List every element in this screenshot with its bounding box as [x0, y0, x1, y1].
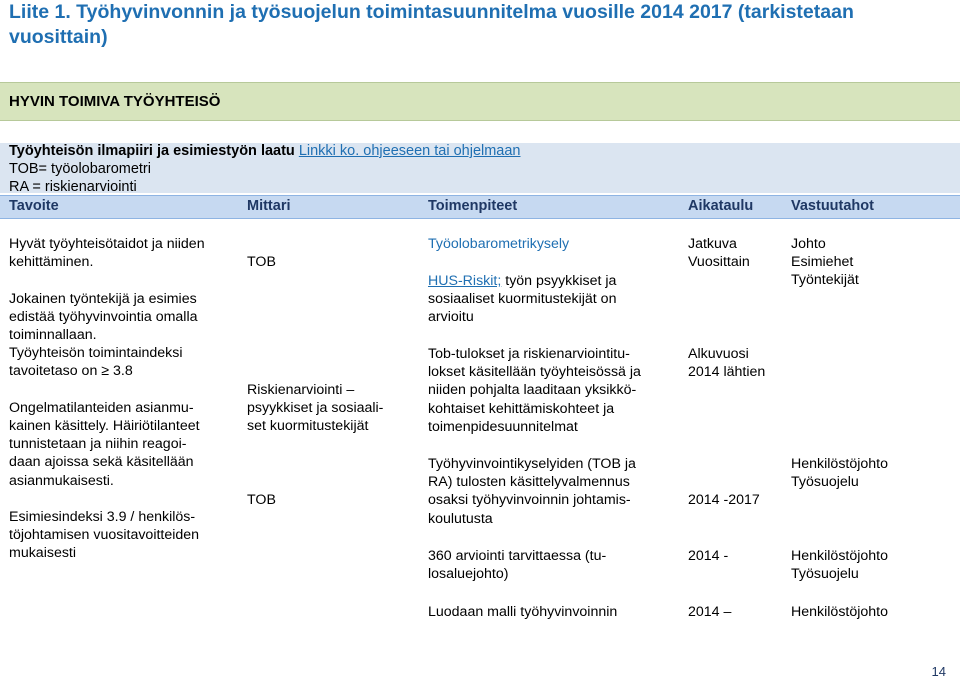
action-line: toimenpidesuunnitelmat — [428, 418, 578, 435]
goal-line: mukaisesti — [9, 545, 77, 562]
metric-line: Riskienarviointi – — [247, 382, 355, 398]
table-header — [0, 195, 960, 219]
hus-riskit-link[interactable]: HUS-Riskit; — [428, 273, 502, 289]
action-text: työn psyykkiset ja — [501, 273, 617, 289]
schedule-2014-onward: 2014 - — [688, 548, 729, 564]
goal-line: Jokainen työntekijä ja esimies — [9, 290, 197, 307]
metric-tob-2: TOB — [247, 492, 276, 508]
responsible-line: Henkilöstöjohto — [791, 456, 889, 472]
action-line: RA) tulosten käsittelyvalmennus — [428, 474, 630, 491]
title-line-1: Liite 1. Työhyvinvonnin ja työsuojelun toimintasuunnitelma vuosille 2014 2017 (tarkistetaan — [9, 1, 854, 23]
action-line: kohtaiset kehittämiskohteet ja — [428, 400, 615, 417]
tob-results-block — [428, 345, 678, 436]
goal-line — [9, 381, 237, 399]
hus-risk-block — [428, 272, 678, 327]
responsible-line: Henkilöstöjohto — [791, 548, 889, 564]
header-tavoite: Tavoite — [9, 198, 59, 214]
goal-line: töjohtamisen vuositavoitteiden — [9, 527, 200, 544]
responsible-hr: Henkilöstöjohto — [791, 604, 889, 620]
survey-training-block — [428, 455, 678, 528]
goal-line: tavoitetaso on ≥ 3.8 — [9, 363, 133, 380]
header-toimenpiteet: Toimenpiteet — [428, 198, 518, 214]
responsible-hr-safety-1 — [791, 455, 888, 491]
action-line: Työhyvinvointikyselyiden (TOB ja — [428, 456, 636, 472]
header-aikataulu: Aikataulu — [688, 198, 754, 214]
action-line: lokset käsitellään työyhteisössä ja — [428, 364, 641, 381]
goal-column — [9, 235, 237, 563]
evaluation-360-block — [428, 547, 678, 583]
goal-line: edistää työhyvinvointia omalla — [9, 308, 198, 325]
goal-line: daan ajoissa sekä käsitellään — [9, 454, 194, 471]
goal-line: asianmukaisesti. — [9, 472, 114, 489]
responsible-management — [791, 235, 859, 290]
schedule-line: Alkuvuosi — [688, 346, 749, 362]
action-line: koulutusta — [428, 510, 493, 527]
goal-line: Hyvät työyhteisötaidot ja niiden — [9, 236, 205, 252]
header-mittari: Mittari — [247, 198, 291, 214]
schedule-early-year — [688, 345, 765, 381]
schedule-2014-dash: 2014 – — [688, 604, 732, 620]
metric-line: set kuormitustekijät — [247, 418, 369, 435]
page-number: 14 — [931, 664, 946, 679]
action-line — [428, 272, 678, 290]
schedule-continuous — [688, 235, 750, 271]
responsible-line: Esimiehet — [791, 254, 854, 271]
survey-link[interactable]: Työolobarometrikysely — [428, 236, 570, 252]
action-line: 360 arviointi tarvittaessa (tu- — [428, 548, 607, 564]
action-line: losaluejohto) — [428, 566, 509, 583]
header-vastuutahot: Vastuutahot — [791, 198, 874, 214]
model-block: Luodaan malli työhyvinvoinnin — [428, 604, 618, 620]
goal-line: tunnistetaan ja niihin reagoi- — [9, 436, 187, 453]
section-title: HYVIN TOIMIVA TYÖYHTEISÖ — [9, 93, 221, 110]
schedule-2014-2017: 2014 -2017 — [688, 492, 760, 508]
info-box — [0, 143, 960, 193]
schedule-line: Vuosittain — [688, 254, 750, 271]
action-line: sosiaaliset kuormitustekijät on — [428, 291, 617, 308]
metric-line: psyykkiset ja sosiaali- — [247, 400, 384, 417]
responsible-line: Työsuojelu — [791, 566, 859, 583]
info-line-3: RA = riskienarviointi — [9, 179, 137, 195]
goal-line: kainen käsittely. Häiriötilanteet — [9, 418, 200, 435]
goal-line: Työyhteisön toimintaindeksi — [9, 345, 183, 362]
responsible-line: Työntekijät — [791, 272, 859, 289]
metric-risk-assessment — [247, 381, 412, 436]
responsible-hr-safety-2 — [791, 547, 888, 583]
schedule-line: Jatkuva — [688, 236, 737, 252]
action-line: osaksi työhyvinvoinnin johtamis- — [428, 492, 631, 509]
responsible-line: Työsuojelu — [791, 474, 859, 491]
goal-line: Ongelmatilanteiden asianmu- — [9, 399, 194, 416]
goal-line: Esimiesindeksi 3.9 / henkilös- — [9, 509, 196, 526]
metric-tob-1: TOB — [247, 254, 276, 270]
document-title — [9, 0, 949, 50]
action-line: niiden pohjalta laaditaan yksikkö- — [428, 382, 637, 399]
goal-line — [9, 490, 237, 508]
goal-line: kehittäminen. — [9, 254, 94, 271]
schedule-line: 2014 lähtien — [688, 364, 766, 381]
title-line-2: vuosittain) — [9, 26, 108, 48]
goal-line — [9, 271, 237, 289]
action-line: Tob-tulokset ja riskienarviointitu- — [428, 346, 630, 362]
responsible-line: Johto — [791, 236, 826, 252]
info-line-1 — [9, 142, 521, 160]
section-band — [0, 82, 960, 121]
action-line: arvioitu — [428, 309, 474, 326]
info-topic: Työyhteisön ilmapiiri ja esimiestyön laatu — [9, 143, 295, 159]
info-line-2: TOB= työolobarometri — [9, 161, 151, 177]
guideline-link[interactable]: Linkki ko. ohjeeseen tai ohjelmaan — [298, 143, 521, 159]
goal-line: toiminnallaan. — [9, 327, 97, 344]
